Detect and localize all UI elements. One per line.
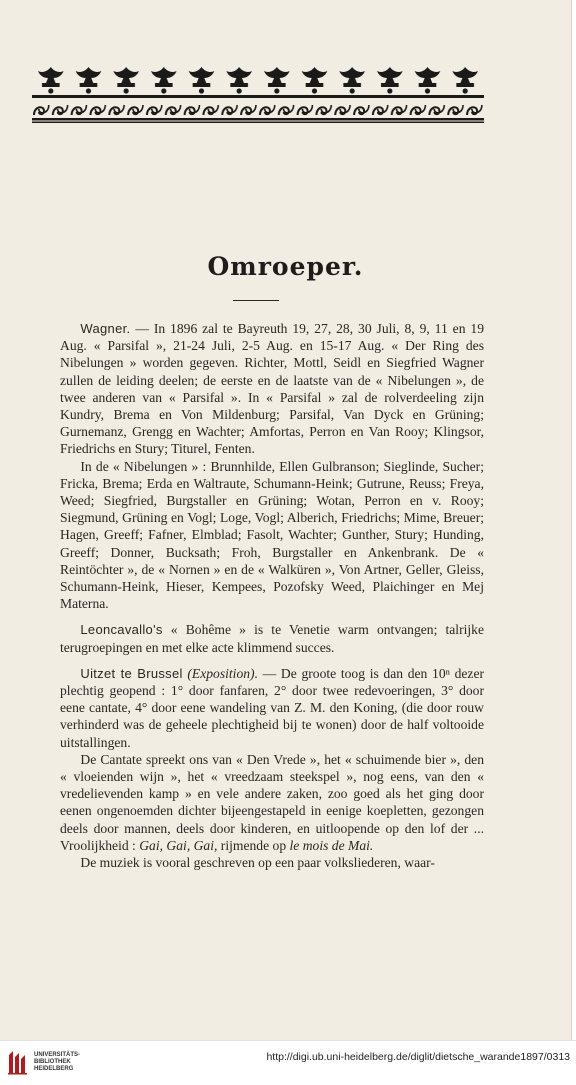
permalink-url[interactable]: http://digi.ub.uni-heidelberg.de/diglit/dietsche_warande1897/0313 <box>266 1051 570 1063</box>
paragraph-text: rijmende op <box>217 837 290 853</box>
italic-gai: Gai, Gai, Gai, <box>139 837 218 853</box>
paragraph-cantate <box>60 751 484 854</box>
paragraph-brussel <box>60 665 484 751</box>
paragraph-text: In de « Nibelungen » : Brunnhilde, Ellen Gulbranson; Sieglinde, Sucher; Fricka, Brema; Erda en Waltraute, Schumann-Heink; Gutrune, Reuss; Freya, Weed; Siegfried, Burgstaller en Grüning; Wotan, Perron en v. Rooy; Siegmund, Grüning en Vogl; Loge, Vogl; Alberich, Friedrichs; Mime, Breuer; Hagen, Greeff; Fafner, Elmblad; Fasolt, Wachter; Gunther, Stury; Hunding, Greeff; Donner, Bucksath; Froh, Burgstaller en Ankenbrank. De « Reintöchter », de « Nornen » en de « Walküren », Von Artner, Geller, Gleiss, Schumann-Heink, Hieser, Kempees, Pozofsky Weed, Plaichinger en Mej Materna. <box>60 458 484 612</box>
italic-mai: le mois de Mai. <box>289 837 374 853</box>
library-name: UNIVERSITÄTS- BIBLIOTHEK HEIDELBERG <box>34 1051 81 1072</box>
library-logo[interactable] <box>6 1049 80 1075</box>
paragraph-nibelungen <box>60 458 484 613</box>
paragraph-text: De Cantate spreekt ons van « Den Vrede », het « schuimende bier », den « vloeienden wijn », het « vreedzaam steekspel », nog eens, van den « vredelievenden kamp » en vele andere zaken, zoo goed als het ging door eenen ongenoemden dichter bijeengestapeld in eenige koepletten, gezongen deels door mannen, deels door kinderen, en uitloopende op den lof der ... Vroolijkheid : <box>60 751 484 853</box>
page-title: Omroeper. <box>207 252 364 281</box>
lead-leoncavallo: Leoncavallo's <box>80 622 163 638</box>
paragraph-text: De muziek is vooral geschreven op een paar volksliederen, waar- <box>80 855 435 871</box>
paragraph-leoncavallo <box>60 621 484 655</box>
library-emblem-icon <box>6 1049 30 1075</box>
paragraph-text: « Bohême » is te Venetie warm ontvangen; talrijke terugroepingen en met elke acte klimmend succes. <box>60 622 484 655</box>
decorative-ornament-band <box>32 65 484 123</box>
paragraph-text: — De groote toog is dan den 10ⁿ dezer plechtig geopend : 1° door fanfaren, 2° door twee redevoeringen, 3° door eene cantate, 4° door eene wandeling van Z. M. den Koning, (die door rouw verhinderd was de geheele plechtigheid bij te wonen) door de half voltooide uitstallingen. <box>60 665 485 750</box>
lead-brussel: Uitzet te Brussel <box>80 665 183 681</box>
paragraph-wagner <box>60 320 484 458</box>
paragraph-muziek <box>60 854 484 871</box>
article-body <box>60 320 484 871</box>
title-rule <box>233 300 279 301</box>
viewer-footer <box>0 1040 576 1085</box>
italic-exposition: (Exposition). <box>187 665 258 681</box>
paragraph-text: — In 1896 zal te Bayreuth 19, 27, 28, 30 Juli, 8, 9, 11 en 19 Aug. « Parsifal », 21-24 Juli, 2-5 Aug. en 15-17 Aug. « Der Ring des Nibelungen » worden gegeven. Richter, Mottl, Seidl en Siegfried Wagner zullen de leiding deelen; de eerste en de laatste van de « Nibelungen », de twee anderen van « Parsifal ». In « Parsifal » zal de rolverdeeling zijn Kundry, Brema en Von Mildenburg; Parsifal, Van Dyck en Grüning; Gurnemanz, Grengg en Wachter; Amfortas, Perron en Van Rooy; Klingsor, Friedrichs en Stury; Titurel, Fenten. <box>60 321 484 457</box>
lead-wagner: Wagner. <box>80 321 131 336</box>
